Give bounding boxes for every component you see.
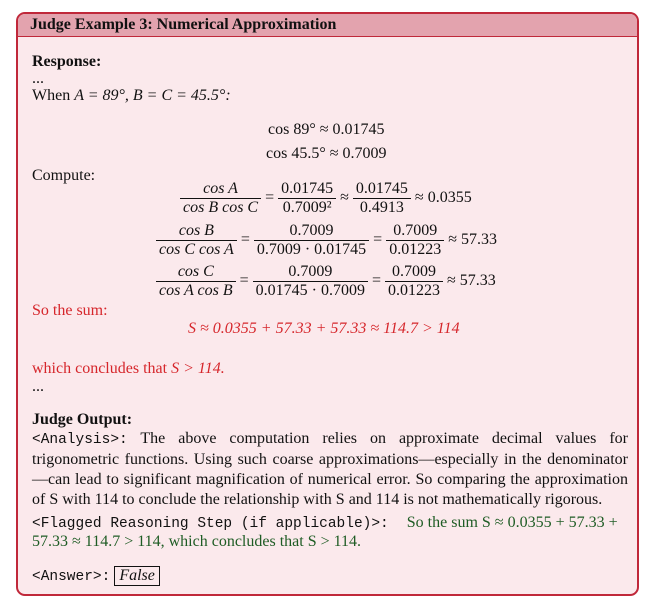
- conclusion-math: S > 114.: [171, 360, 225, 377]
- flagged-line-1: [32, 513, 628, 534]
- sum-equation: S ≈ 0.0355 + 57.33 + 57.33 ≈ 114.7 > 114: [188, 320, 460, 337]
- answer-value-box: False: [114, 566, 160, 586]
- answer-tag: <Answer>:: [32, 569, 111, 585]
- ellipsis-top: ...: [32, 70, 44, 87]
- analysis-paragraph: [32, 429, 628, 510]
- flagged-step-2: 57.33 ≈ 114.7 > 114, which concludes that S > 114.: [32, 533, 362, 550]
- eq2-fraction-2: $\frac{0.7009}{0.01223}$: [386, 222, 444, 259]
- when-prefix: When: [32, 87, 75, 104]
- box-title: Judge Example 3: Numerical Approximation: [30, 16, 337, 33]
- eq1-fraction-1: $\frac{0.01745}{\text{0.7009²}}$: [278, 180, 336, 217]
- response-label: Response:: [32, 53, 102, 70]
- eq3-fraction-2: $\frac{0.7009}{0.01223}$: [385, 263, 443, 300]
- analysis-text: The above computation relies on approximate decimal values for trigonometric functions. Using such coarse approximations—especially in the denominator—can lead to significant magnification of numerical error. So comparing the approximation of S with 114 to conclude the relationship with S and 114 is not mathematically rigorous.: [32, 430, 628, 508]
- cos89-equation: cos 89° ≈ 0.01745: [268, 121, 385, 138]
- when-math: A = 89°, B = C = 45.5°:: [74, 87, 231, 104]
- eq2-lhs: $\frac{\text{cos B}}{\text{cos C cos A}}$: [156, 222, 237, 259]
- eq2-fraction-1: $\frac{0.7009}{0.7009 \cdot 0.01745}$: [254, 222, 369, 259]
- equation-row-1: $\frac{\text{cos A}}{\text{cos B cos C}}$ = $\frac{0.01745}{\text{0.7009²}}$ ≈ $\frac{0.01745}{0.4913}$ ≈ 0.0355: [180, 180, 472, 217]
- judge-example-box: [16, 12, 639, 596]
- ellipsis-bottom: ...: [32, 378, 44, 395]
- analysis-tag: <Analysis>:: [32, 432, 128, 448]
- equation-row-2: $\frac{\text{cos B}}{\text{cos C cos A}}$ = $\frac{0.7009}{0.7009 \cdot 0.01745}$ = $\frac{0.7009}{0.01223}$ ≈ 57.33: [156, 222, 497, 259]
- compute-label: Compute:: [32, 167, 96, 184]
- eq1-lhs: $\frac{\text{cos A}}{\text{cos B cos C}}$: [180, 180, 261, 217]
- answer-line: [32, 566, 160, 587]
- eq3-lhs: $\frac{\text{cos C}}{\text{cos A cos B}}$: [156, 263, 236, 300]
- sum-label: So the sum:: [32, 302, 108, 319]
- eq1-result: ≈ 0.0355: [414, 189, 472, 207]
- eq3-result: ≈ 57.33: [447, 272, 496, 290]
- when-line: [32, 86, 231, 106]
- equation-row-3: $\frac{\text{cos C}}{\text{cos A cos B}}$ = $\frac{0.7009}{0.01745 \cdot 0.7009}$ = $\frac{0.7009}{0.01223}$ ≈ 57.33: [156, 263, 496, 300]
- eq2-result: ≈ 57.33: [448, 231, 497, 249]
- box-header: [18, 14, 637, 37]
- eq3-fraction-1: $\frac{0.7009}{0.01745 \cdot 0.7009}$: [253, 263, 368, 300]
- conclusion-prefix: which concludes that: [32, 360, 172, 377]
- flagged-tag: <Flagged Reasoning Step (if applicable)>:: [32, 516, 389, 532]
- cos455-equation: cos 45.5° ≈ 0.7009: [266, 145, 387, 162]
- flagged-step-1: So the sum S ≈ 0.0355 + 57.33 +: [406, 514, 618, 531]
- eq1-fraction-2: $\frac{0.01745}{0.4913}$: [353, 180, 411, 217]
- judge-output-label: Judge Output:: [32, 411, 133, 428]
- conclusion-line: [32, 359, 225, 379]
